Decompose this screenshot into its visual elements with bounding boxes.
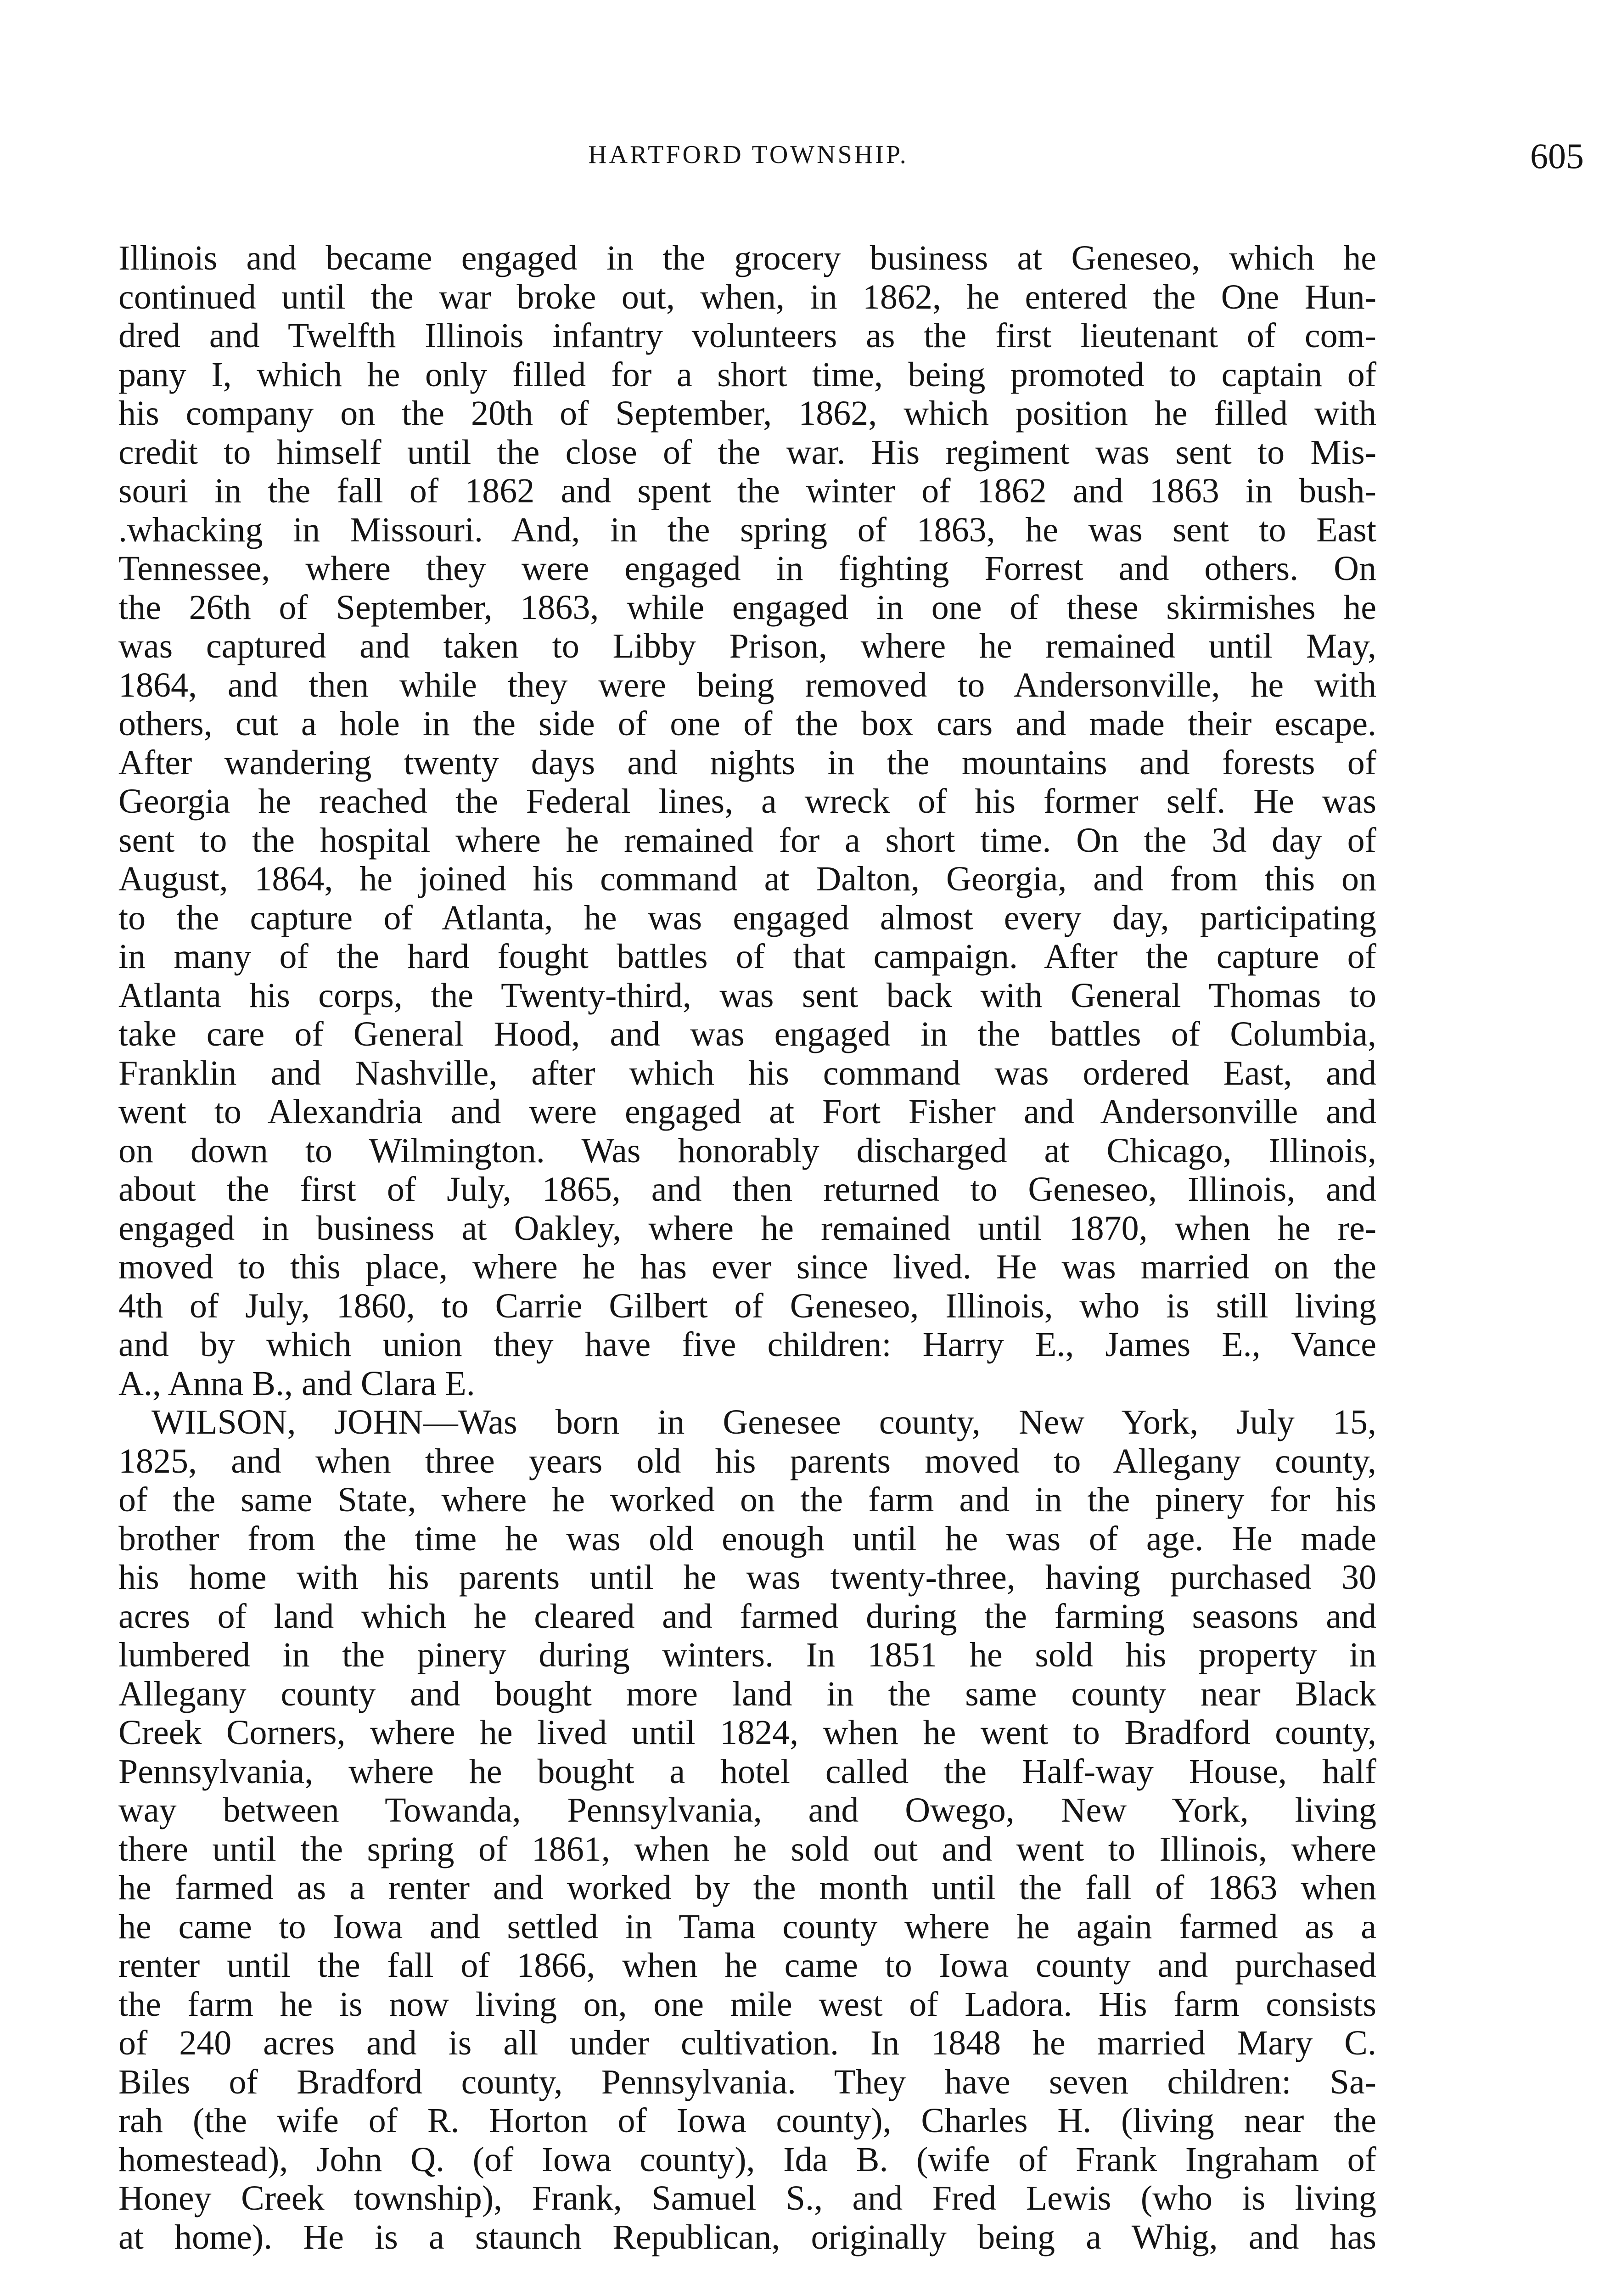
text-line: in many of the hard fought battles of that campaign. After the capture of [118, 937, 1376, 976]
page-number: 605 [1530, 136, 1584, 176]
text-line: and by which union they have five children: Harry E., James E., Vance [118, 1325, 1376, 1364]
text-line: take care of General Hood, and was engaged in the battles of Columbia, [118, 1015, 1376, 1053]
text-line: Tennessee, where they were engaged in fighting Forrest and others. On [118, 549, 1376, 588]
text-line: Georgia he reached the Federal lines, a wreck of his former self. He was [118, 782, 1376, 821]
text-line: at home). He is a staunch Republican, originally being a Whig, and has [118, 2217, 1376, 2257]
text-line: After wandering twenty days and nights in the mountains and forests of [118, 743, 1376, 782]
entry-heading-line: WILSON, JOHN—Was born in Genesee county, New York, July 15, [152, 1403, 1376, 1441]
text-line: he came to Iowa and settled in Tama county where he again farmed as a [118, 1907, 1376, 1946]
text-line: acres of land which he cleared and farmed during the farming seasons and [118, 1597, 1376, 1636]
text-line: Honey Creek township), Frank, Samuel S., and Fred Lewis (who is living [118, 2179, 1376, 2217]
text-line: dred and Twelfth Illinois infantry volunteers as the first lieutenant of com- [118, 316, 1376, 355]
text-line: he farmed as a renter and worked by the month until the fall of 1863 when [118, 1868, 1376, 1907]
paragraph-end-line: A., Anna B., and Clara E. [118, 1364, 475, 1403]
text-line: rah (the wife of R. Horton of Iowa county), Charles H. (living near the [118, 2101, 1376, 2140]
running-header [119, 136, 1584, 181]
text-line: Allegany county and bought more land in the same county near Black [118, 1674, 1376, 1713]
running-title: HARTFORD TOWNSHIP. [588, 141, 909, 169]
text-line: .whacking in Missouri. And, in the spring of 1863, he was sent to East [118, 510, 1376, 549]
text-line: Pennsylvania, where he bought a hotel called the Half-way House, half [118, 1752, 1376, 1791]
text-line: the 26th of September, 1863, while engaged in one of these skirmishes he [118, 588, 1376, 627]
text-line: way between Towanda, Pennsylvania, and Owego, New York, living [118, 1791, 1376, 1829]
text-line: of the same State, where he worked on the farm and in the pinery for his [118, 1480, 1376, 1519]
text-line: 1825, and when three years old his parents moved to Allegany county, [118, 1441, 1376, 1480]
text-line: sent to the hospital where he remained for a short time. On the 3d day of [118, 821, 1376, 860]
text-line: continued until the war broke out, when, in 1862, he entered the One Hun- [118, 277, 1376, 316]
text-line: there until the spring of 1861, when he sold out and went to Illinois, where [118, 1829, 1376, 1868]
text-line: Biles of Bradford county, Pennsylvania. They have seven children: Sa- [118, 2062, 1376, 2101]
text-line: souri in the fall of 1862 and spent the winter of 1862 and 1863 in bush- [118, 472, 1376, 510]
text-line: about the first of July, 1865, and then returned to Geneseo, Illinois, and [118, 1170, 1376, 1209]
text-line: went to Alexandria and were engaged at Fort Fisher and Andersonville and [118, 1092, 1376, 1131]
text-line: brother from the time he was old enough until he was of age. He made [118, 1519, 1376, 1558]
text-line: August, 1864, he joined his command at Dalton, Georgia, and from this on [118, 860, 1376, 898]
text-line: on down to Wilmington. Was honorably discharged at Chicago, Illinois, [118, 1131, 1376, 1170]
text-line: Atlanta his corps, the Twenty-third, was sent back with General Thomas to [118, 976, 1376, 1015]
text-line: pany I, which he only filled for a short time, being promoted to captain of [118, 355, 1376, 394]
text-line: Creek Corners, where he lived until 1824, when he went to Bradford county, [118, 1713, 1376, 1752]
text-line: renter until the fall of 1866, when he came to Iowa county and purchased [118, 1946, 1376, 1985]
text-line: Franklin and Nashville, after which his command was ordered East, and [118, 1053, 1376, 1092]
text-line: to the capture of Atlanta, he was engaged almost every day, participating [118, 898, 1376, 937]
text-line: engaged in business at Oakley, where he remained until 1870, when he re- [118, 1209, 1376, 1248]
text-line: others, cut a hole in the side of one of the box cars and made their escape. [118, 704, 1376, 743]
text-line: Illinois and became engaged in the grocery business at Geneseo, which he [118, 239, 1376, 277]
text-line: the farm he is now living on, one mile west of Ladora. His farm consists [118, 1985, 1376, 2024]
text-line: his company on the 20th of September, 1862, which position he filled with [118, 394, 1376, 433]
text-line: his home with his parents until he was twenty-three, having purchased 30 [118, 1558, 1376, 1597]
text-line: credit to himself until the close of the war. His regiment was sent to Mis- [118, 433, 1376, 472]
text-line: 1864, and then while they were being removed to Andersonville, he with [118, 665, 1376, 704]
body-text [118, 239, 1376, 2257]
text-line: moved to this place, where he has ever since lived. He was married on the [118, 1248, 1376, 1286]
text-line: homestead), John Q. (of Iowa county), Ida B. (wife of Frank Ingraham of [118, 2140, 1376, 2179]
text-line: lumbered in the pinery during winters. In 1851 he sold his property in [118, 1636, 1376, 1674]
text-line: of 240 acres and is all under cultivation. In 1848 he married Mary C. [118, 2024, 1376, 2062]
text-line: 4th of July, 1860, to Carrie Gilbert of Geneseo, Illinois, who is still living [118, 1286, 1376, 1325]
text-line: was captured and taken to Libby Prison, where he remained until May, [118, 627, 1376, 665]
